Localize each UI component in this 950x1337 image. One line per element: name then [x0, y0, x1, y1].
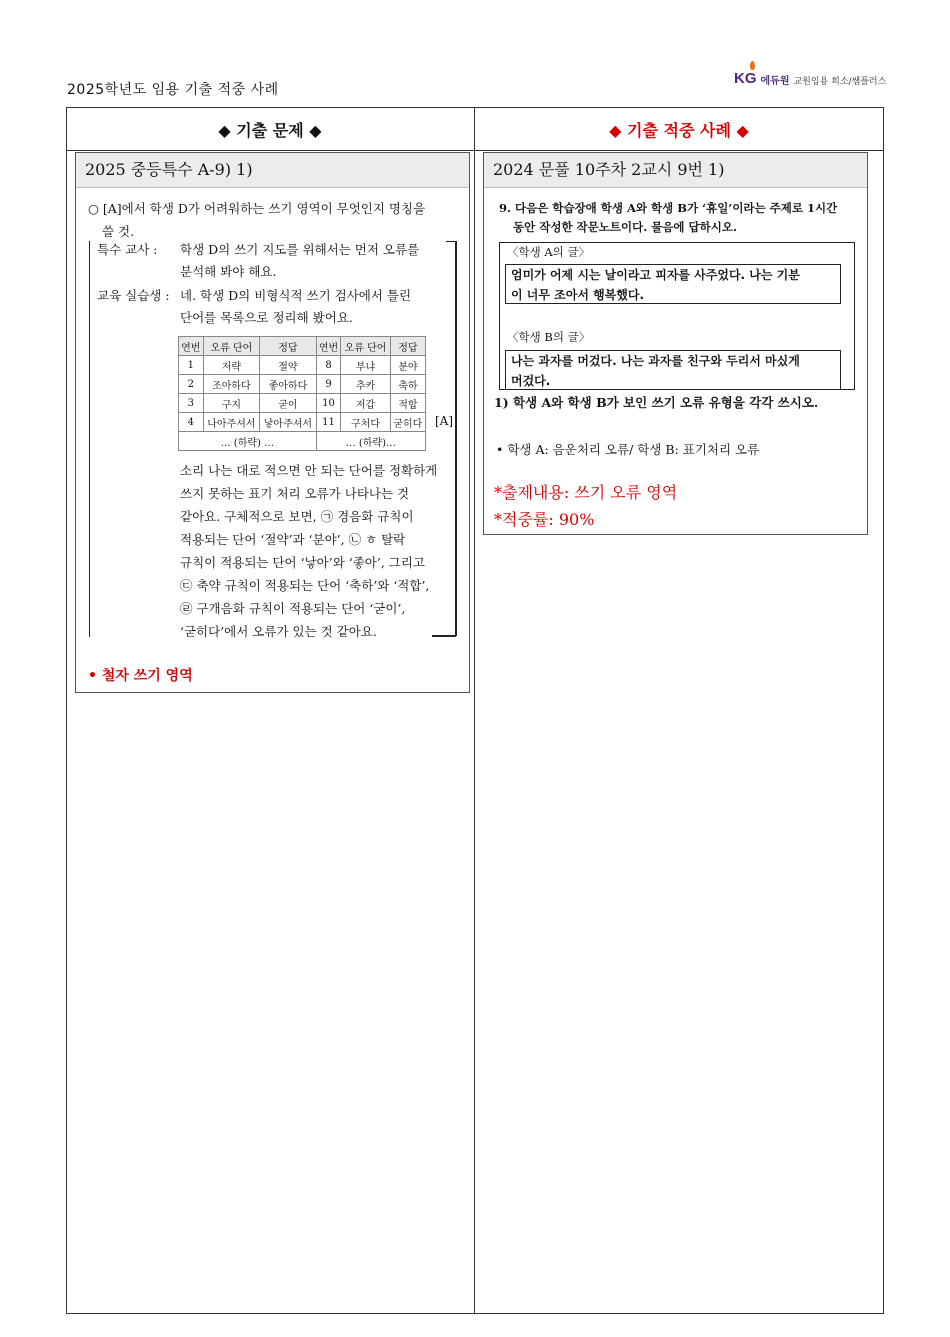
table-cell: 조아하다 — [203, 375, 260, 394]
left-guide-line — [89, 241, 90, 637]
table-cell: 분야 — [390, 356, 425, 375]
prediction-panel — [483, 152, 868, 535]
bracket-label: [A] — [435, 414, 454, 428]
teacher-line-1: 학생 D의 쓰기 지도를 위해서는 먼저 오류를 — [180, 242, 420, 257]
table-cell: 3 — [179, 394, 204, 413]
trainee-line-2: 단어를 목록으로 정리해 봤어요. — [180, 310, 353, 325]
question-line-1: ○ [A]에서 학생 D가 어려워하는 쓰기 영역이 무엇인지 명칭을 — [88, 201, 426, 216]
table-cell: 낳아주셔서 — [260, 413, 317, 432]
student-b-writing — [505, 350, 841, 390]
prediction-title: 2024 문풀 10주차 2교시 9번 1) — [484, 153, 867, 188]
para-line: ‘굳히다’에서 오류가 있는 것 같아요. — [180, 624, 377, 639]
student-b-line-1: 나는 과자를 머겄다. 나는 과자를 친구와 두리서 마싰게 — [511, 354, 800, 368]
exam-question-panel — [75, 152, 470, 693]
table-cell: 나아주셔서 — [203, 413, 260, 432]
error-word-table — [178, 336, 426, 451]
bracket-vertical — [455, 241, 457, 636]
table-cell: 구지 — [203, 394, 260, 413]
table-header: 연번 — [179, 337, 204, 356]
table-row — [179, 394, 426, 413]
table-row — [179, 432, 426, 451]
intro-line-1: 9. 다음은 학습장애 학생 A와 학생 B가 ‘휴일’이라는 주제로 1시간 — [499, 201, 838, 215]
teacher-label: 특수 교사 : — [97, 242, 158, 257]
student-b-line-2: 머겄다. — [511, 374, 551, 388]
table-header: 연번 — [316, 337, 341, 356]
prediction-intro — [499, 199, 861, 237]
document-title: 2025학년도 임용 기출 적중 사례 — [67, 82, 279, 98]
table-cell: 굳히다 — [390, 413, 425, 432]
table-cell: 부냐 — [341, 356, 390, 375]
table-cell: 저략 — [203, 356, 260, 375]
para-line: 적용되는 단어 ‘절약’과 ‘분야’, ㉡ ㅎ 탈락 — [180, 532, 406, 547]
kg-eduwon-logo — [734, 70, 886, 87]
table-cell: 절약 — [260, 356, 317, 375]
table-header: 정답 — [390, 337, 425, 356]
left-column-heading: ◆ 기출 문제 ◆ — [218, 121, 322, 140]
table-cell: 추카 — [341, 375, 390, 394]
table-cell: 1 — [179, 356, 204, 375]
para-line: ㉣ 구개음화 규칙이 적용되는 단어 ‘굳이’, — [180, 601, 406, 616]
explanation-paragraph — [180, 459, 438, 643]
right-column-heading: ◆ 기출 적중 사례 ◆ — [609, 121, 749, 140]
table-cell: 9 — [316, 375, 341, 394]
student-a-line-1: 엄미가 어제 시는 날이라고 피자를 사주었다. 나는 기분 — [511, 268, 800, 282]
table-row — [179, 356, 426, 375]
logo-brand: 에듀원 — [760, 76, 790, 87]
table-row — [179, 413, 426, 432]
table-cell: 좋아하다 — [260, 375, 317, 394]
header-divider — [66, 150, 884, 151]
logo-kg: KG — [734, 70, 757, 87]
left-answer: • 철자 쓰기 영역 — [88, 668, 193, 684]
table-cell: 11 — [316, 413, 341, 432]
table-cell: 축하 — [390, 375, 425, 394]
exam-question-title: 2025 중등특수 A-9) 1) — [76, 153, 469, 188]
prediction-answer: • 학생 A: 음운처리 오류/ 학생 B: 표기처리 오류 — [496, 442, 760, 457]
para-line: ㉢ 축약 규칙이 적용되는 단어 ‘축하’와 ‘적합’, — [180, 578, 430, 593]
student-a-label: 〈학생 A의 글〉 — [507, 245, 591, 259]
table-header: 오류 단어 — [203, 337, 260, 356]
table-more-left: … (하략) … — [179, 432, 317, 451]
student-writing-box — [499, 242, 855, 390]
para-line: 쓰지 못하는 표기 처리 오류가 나타나는 것 — [180, 486, 410, 501]
table-header: 정답 — [260, 337, 317, 356]
student-a-line-2: 이 너무 조아서 행복했다. — [511, 288, 645, 302]
student-a-writing — [505, 264, 841, 304]
table-cell: 저갑 — [341, 394, 390, 413]
question-line-2: 쓸 것. — [102, 224, 135, 239]
para-line: 같아요. 구체적으로 보면, ㉠ 경음화 규칙이 — [180, 509, 414, 524]
table-cell: 8 — [316, 356, 341, 375]
table-cell: 10 — [316, 394, 341, 413]
table-header: 오류 단어 — [341, 337, 390, 356]
table-cell: 4 — [179, 413, 204, 432]
table-header-row — [179, 337, 426, 356]
table-cell: 구처다 — [341, 413, 390, 432]
prediction-question: 1) 학생 A와 학생 B가 보인 쓰기 오류 유형을 각각 쓰시오. — [494, 395, 819, 410]
table-cell: 적합 — [390, 394, 425, 413]
logo-flame-icon — [750, 61, 755, 70]
intro-line-2: 동안 작성한 작문노트이다. 물음에 답하시오. — [513, 220, 737, 234]
table-row — [179, 375, 426, 394]
note-content: *출제내용: 쓰기 오류 영역 — [494, 483, 678, 502]
para-line: 소리 나는 대로 적으면 안 되는 단어를 정확하게 — [180, 463, 438, 478]
student-b-label: 〈학생 B의 글〉 — [507, 330, 591, 344]
logo-subtitle: 교원임용 희소/쌤플러스 — [793, 77, 887, 87]
question-prompt — [88, 197, 463, 243]
note-rate: *적중률: 90% — [494, 510, 595, 529]
trainee-line-1: 네. 학생 D의 비형식적 쓰기 검사에서 틀린 — [180, 288, 412, 303]
table-cell: 굳이 — [260, 394, 317, 413]
para-line: 규칙이 적용되는 단어 ‘낳아’와 ‘좋아’, 그리고 — [180, 555, 426, 570]
table-more-right: … (하략)… — [316, 432, 425, 451]
trainee-label: 교육 실습생 : — [97, 288, 170, 303]
teacher-line-2: 분석해 봐야 해요. — [180, 264, 277, 279]
table-cell: 2 — [179, 375, 204, 394]
bracket-bottom — [432, 635, 456, 637]
column-divider — [474, 107, 475, 1313]
